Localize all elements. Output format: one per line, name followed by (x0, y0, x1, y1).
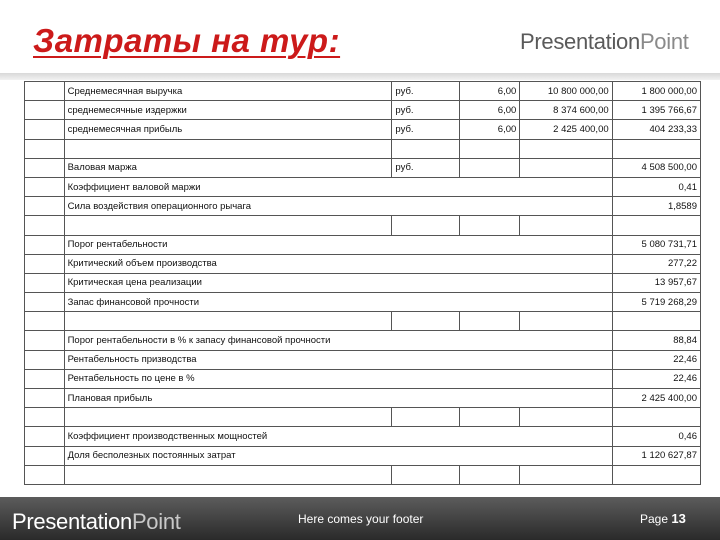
row-unit: руб. (392, 101, 460, 120)
row-label: Порог рентабельности (64, 235, 612, 254)
page-number-value: 13 (671, 511, 686, 526)
row-value: 22,46 (612, 350, 700, 369)
table-row (25, 235, 701, 254)
slide-title: Затраты на тур: (33, 22, 341, 59)
row-label: Порог рентабельности в % к запасу финансовой прочности (64, 331, 612, 350)
table-row (25, 465, 701, 484)
row-amount (520, 465, 612, 484)
row-index-cell (25, 197, 65, 216)
table-row (25, 101, 701, 120)
row-label: Сила воздействия операционного рычага (64, 197, 612, 216)
table-row (25, 427, 701, 446)
table-row (25, 216, 701, 235)
header-band (0, 73, 720, 80)
brand-logo-part1: Presentation (520, 29, 640, 54)
table-row (25, 293, 701, 312)
row-label (64, 408, 392, 427)
table-row (25, 389, 701, 408)
row-value: 88,84 (612, 331, 700, 350)
row-qty (460, 158, 520, 177)
row-value: 277,22 (612, 254, 700, 273)
row-value: 1,8589 (612, 197, 700, 216)
row-value: 2 425 400,00 (612, 389, 700, 408)
row-unit (392, 216, 460, 235)
table-row (25, 312, 701, 331)
row-unit (392, 312, 460, 331)
row-qty (460, 465, 520, 484)
row-index-cell (25, 158, 65, 177)
row-index-cell (25, 235, 65, 254)
row-qty (460, 312, 520, 331)
row-unit: руб. (392, 82, 460, 101)
row-value (612, 312, 700, 331)
row-label: Плановая прибыль (64, 389, 612, 408)
row-qty: 6,00 (460, 82, 520, 101)
row-index-cell (25, 312, 65, 331)
row-value: 1 120 627,87 (612, 446, 700, 465)
table-row (25, 350, 701, 369)
table-row (25, 331, 701, 350)
row-value: 22,46 (612, 369, 700, 388)
table-row (25, 273, 701, 292)
row-index-cell (25, 101, 65, 120)
row-index-cell (25, 389, 65, 408)
row-label: Среднемесячная выручка (64, 82, 392, 101)
table-row (25, 177, 701, 196)
row-unit: руб. (392, 158, 460, 177)
row-index-cell (25, 120, 65, 139)
row-amount: 8 374 600,00 (520, 101, 612, 120)
row-label: Рентабельность призводства (64, 350, 612, 369)
row-value: 5 080 731,71 (612, 235, 700, 254)
row-value: 4 508 500,00 (612, 158, 700, 177)
row-value: 13 957,67 (612, 273, 700, 292)
row-index-cell (25, 293, 65, 312)
row-value: 1 395 766,67 (612, 101, 700, 120)
row-label: Коэффициент производственных мощностей (64, 427, 612, 446)
row-unit (392, 465, 460, 484)
row-value: 0,46 (612, 427, 700, 446)
row-label: Доля бесполезных постоянных затрат (64, 446, 612, 465)
row-index-cell (25, 369, 65, 388)
row-amount (520, 216, 612, 235)
table-row (25, 139, 701, 158)
row-index-cell (25, 446, 65, 465)
page-number (640, 511, 686, 526)
row-amount (520, 408, 612, 427)
row-label (64, 139, 392, 158)
row-label: Рентабельность по цене в % (64, 369, 612, 388)
row-label (64, 312, 392, 331)
row-index-cell (25, 216, 65, 235)
row-index-cell (25, 254, 65, 273)
table-row (25, 254, 701, 273)
cost-table (24, 81, 701, 485)
row-amount (520, 139, 612, 158)
row-amount (520, 158, 612, 177)
row-index-cell (25, 177, 65, 196)
brand-logo-part2: Point (131, 509, 181, 534)
row-label: Критическая цена реализации (64, 273, 612, 292)
brand-logo-part2: Point (639, 29, 689, 54)
row-value: 404 233,33 (612, 120, 700, 139)
footer-text: Here comes your footer (298, 512, 424, 526)
row-qty: 6,00 (460, 101, 520, 120)
table-row (25, 82, 701, 101)
brand-logo-top (520, 29, 689, 55)
row-label: Запас финансовой прочности (64, 293, 612, 312)
table-row (25, 197, 701, 216)
row-value: 1 800 000,00 (612, 82, 700, 101)
row-label (64, 465, 392, 484)
row-qty (460, 216, 520, 235)
table-row (25, 446, 701, 465)
row-label: Критический объем производства (64, 254, 612, 273)
row-value: 0,41 (612, 177, 700, 196)
row-value: 5 719 268,29 (612, 293, 700, 312)
row-qty: 6,00 (460, 120, 520, 139)
row-index-cell (25, 465, 65, 484)
row-value (612, 465, 700, 484)
row-index-cell (25, 273, 65, 292)
row-index-cell (25, 139, 65, 158)
row-qty (460, 408, 520, 427)
row-unit: руб. (392, 120, 460, 139)
row-label: среднемесячные издержки (64, 101, 392, 120)
row-label: Коэффициент валовой маржи (64, 177, 612, 196)
page-label: Page (640, 512, 669, 526)
row-amount: 10 800 000,00 (520, 82, 612, 101)
row-index-cell (25, 331, 65, 350)
row-value (612, 139, 700, 158)
row-label (64, 216, 392, 235)
row-label: среднемесячная прибыль (64, 120, 392, 139)
row-unit (392, 408, 460, 427)
row-value (612, 408, 700, 427)
row-value (612, 216, 700, 235)
brand-logo-part1: Presentation (12, 509, 132, 534)
table-row (25, 408, 701, 427)
row-index-cell (25, 427, 65, 446)
row-amount (520, 312, 612, 331)
row-index-cell (25, 82, 65, 101)
table-row (25, 158, 701, 177)
row-index-cell (25, 350, 65, 369)
row-qty (460, 139, 520, 158)
row-unit (392, 139, 460, 158)
row-index-cell (25, 408, 65, 427)
brand-logo-bottom (12, 509, 181, 535)
table-row (25, 369, 701, 388)
row-label: Валовая маржа (64, 158, 392, 177)
table-row (25, 120, 701, 139)
row-amount: 2 425 400,00 (520, 120, 612, 139)
